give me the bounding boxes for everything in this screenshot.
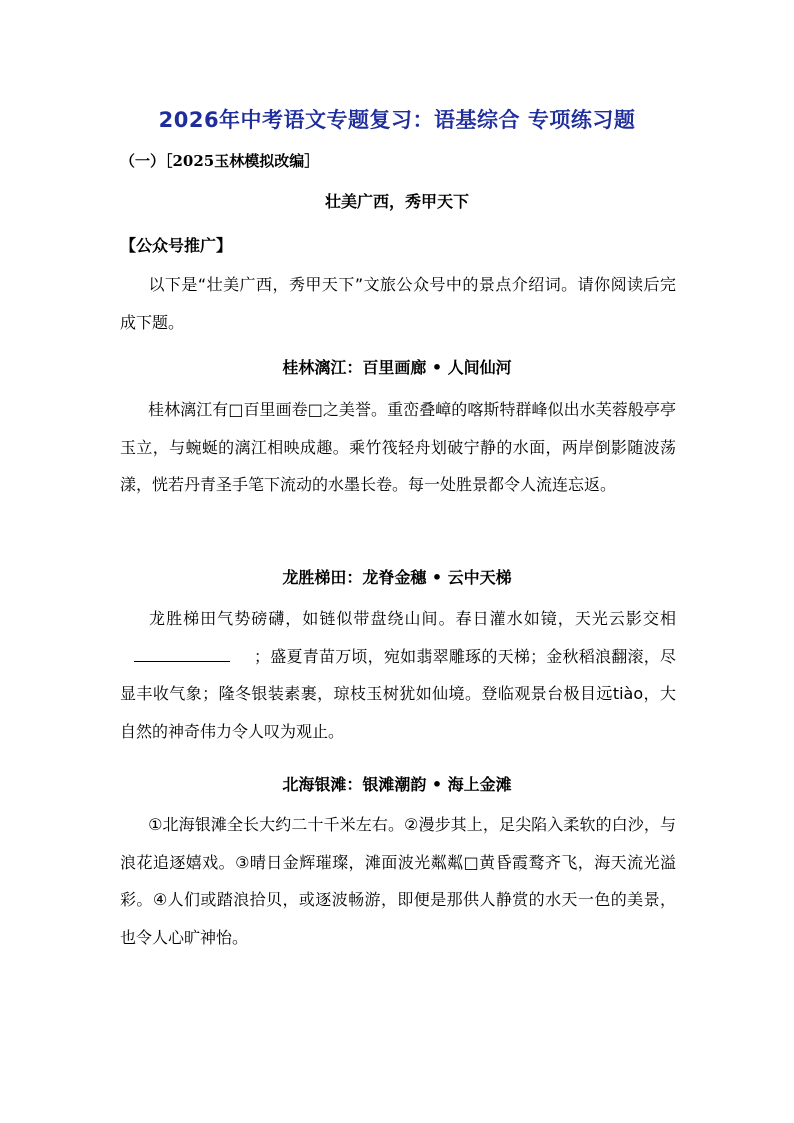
spot3-paragraph [120, 806, 676, 956]
spot1-text: 桂林漓江有□百里画卷□之美誉。重峦叠嶂的喀斯特群峰似出水芙蓉般亭亭玉立，与蜿蜒的漓江相映成趣。乘竹筏轻舟划破宁静的水面，两岸倒影随波荡漾，恍若丹青圣手笔下流动的水墨长卷。每一处胜景都令人流连忘返。 [120, 400, 676, 494]
spot2-heading: 龙胜梯田：龙脊金穗 • 云中天梯 [282, 568, 512, 587]
spot1-heading: 桂林漓江：百里画廊 • 人间仙河 [282, 358, 512, 377]
spot2-paragraph [120, 600, 676, 750]
exercise-subheading: （一）［2025玉林模拟改编］ [120, 152, 320, 170]
spot3-text: ①北海银滩全长大约二十千米左右。②漫步其上，足尖陷入柔软的白沙，与浪花追逐嬉戏。③晴日金辉璀璨，滩面波光粼粼□黄昏霞鹜齐飞，海天流光溢彩。④人们或踏浪拾贝，或逐波畅游，即便是那供人静赏的水天一色的美景，也令人心旷神怡。 [120, 815, 676, 947]
spot1-paragraph [120, 391, 676, 504]
spot3-heading: 北海银滩：银滩潮韵 • 海上金滩 [282, 775, 512, 794]
spot2-text-b: ；盛夏青苗万顷，宛如翡翠雕琢的天梯；金秋稻浪翻滚，尽显丰收气象；隆冬银装素裹，琼枝玉树犹如仙境。登临观景台极目远tiào，大自然的神奇伟力令人叹为观止。 [120, 646, 676, 741]
intro-text: 以下是“壮美广西，秀甲天下”文旅公众号中的景点介绍词。请你阅读后完成下题。 [120, 275, 676, 332]
section-label: 【公众号推广】 [120, 236, 233, 255]
passage-heading: 壮美广西，秀甲天下 [324, 192, 469, 211]
intro-paragraph [120, 266, 676, 341]
spot2-text-a: 龙胜梯田气势磅礴，如链似带盘绕山间。春日灌水如镜，天光云影交相 [148, 609, 676, 628]
page-title: 2026年中考语文专题复习：语基综合 专项练习题 [158, 108, 636, 132]
fill-in-blank[interactable] [134, 647, 230, 662]
